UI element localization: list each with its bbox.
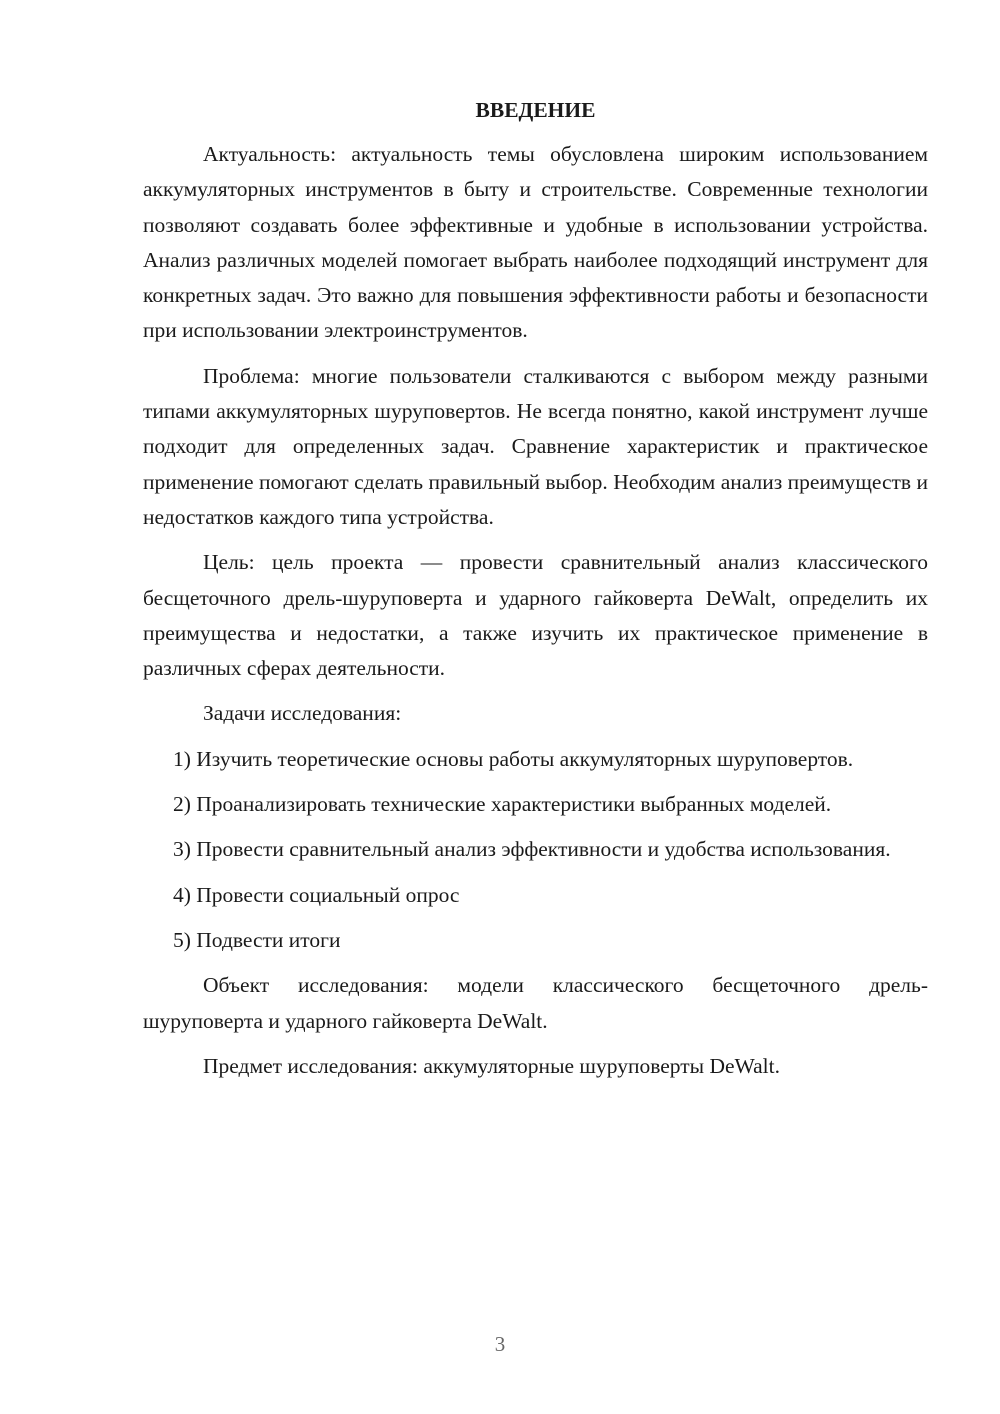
- document-page: [143, 95, 928, 1094]
- paragraph-subject: Предмет исследования: аккумуляторные шуруповерты DeWalt.: [203, 1053, 780, 1078]
- task-item-2: 2) Проанализировать технические характеристики выбранных моделей.: [173, 792, 832, 817]
- task-item-3: 3) Провести сравнительный анализ эффективности и удобства использования.: [173, 837, 891, 862]
- task-item-5: 5) Подвести итоги: [173, 927, 341, 952]
- document-title: ВВЕДЕНИЕ: [475, 98, 596, 122]
- tasks-heading: Задачи исследования:: [203, 701, 402, 726]
- page-number: 3: [494, 1332, 506, 1356]
- task-item-1: 1) Изучить теоретические основы работы аккумуляторных шуруповертов.: [173, 746, 854, 771]
- paragraph-goal: Цель: цель проекта — провести сравнительный анализ классического бесщеточного дрель-шуруповерта и ударного гайковерта DeWalt, определить их преимущества и недостатки, а также изучить их практическое применение в различных сферах деятельности.: [143, 550, 928, 681]
- paragraph-problem: Проблема: многие пользователи сталкиваются с выбором между разными типами аккумуляторных шуруповертов. Не всегда понятно, какой инструмент лучше подходит для определенных задач. Сравнение характеристик и практическое применение помогают сделать правильный выбор. Необходим анализ преимуществ и недостатков каждого типа устройства.: [143, 363, 928, 529]
- task-item-4: 4) Провести социальный опрос: [173, 882, 460, 907]
- paragraph-object: Объект исследования: модели классического бесщеточного дрель-шуруповерта и ударного гайковерта DeWalt.: [143, 973, 928, 1033]
- paragraph-relevance: Актуальность: актуальность темы обусловлена широким использованием аккумуляторных инструментов в быту и строительстве. Современные технологии позволяют создавать более эффективные и удобные в использовании устройства. Анализ различных моделей помогает выбрать наиболее подходящий инструмент для конкретных задач. Это важно для повышения эффективности работы и безопасности при использовании электроинструментов.: [143, 142, 928, 343]
